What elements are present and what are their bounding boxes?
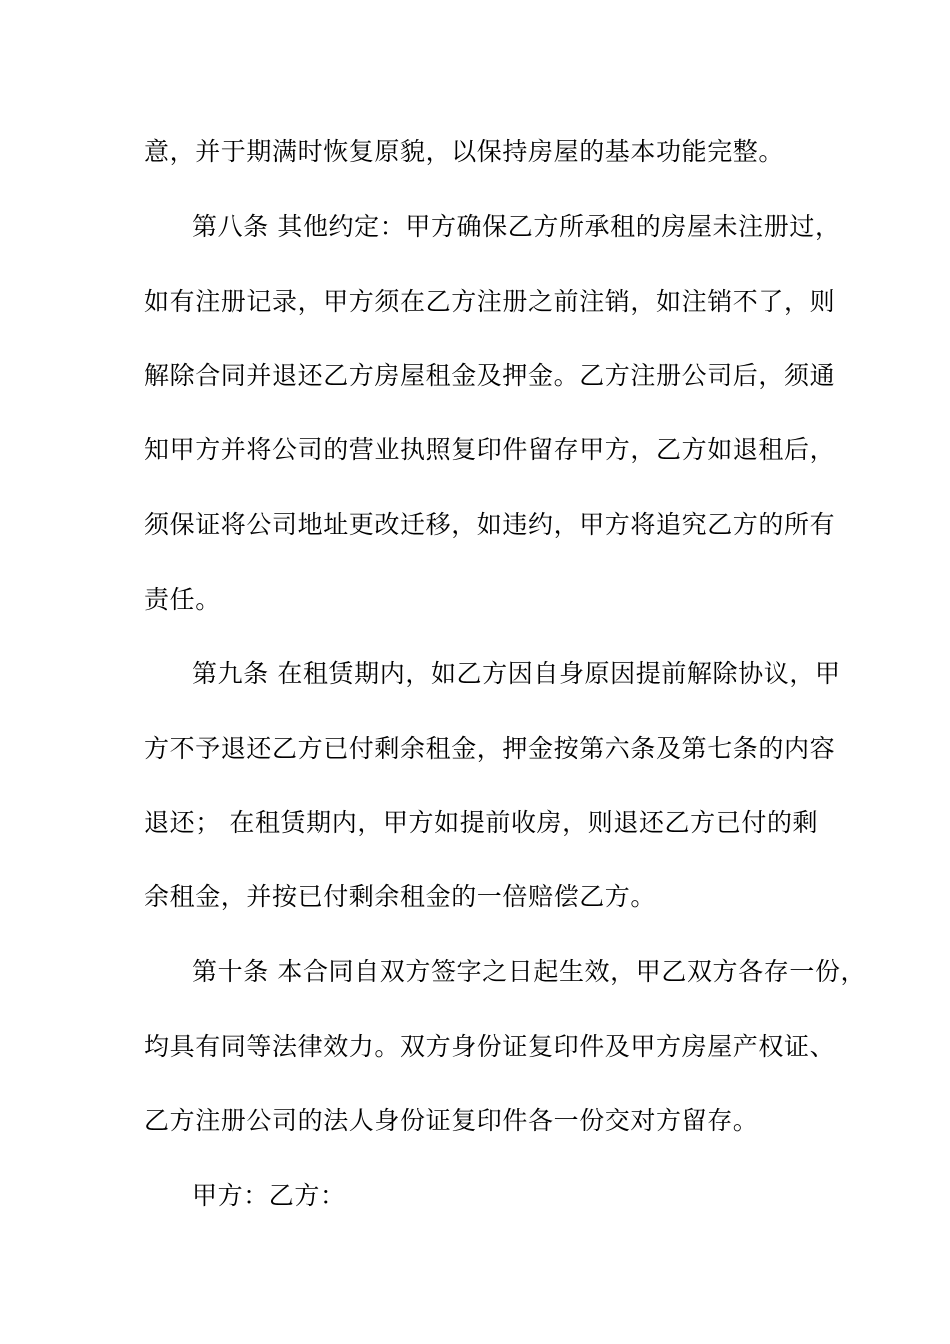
text-line: 意，并于期满时恢复原貌，以保持房屋的基本功能完整。: [144, 137, 785, 166]
text-line: 须保证将公司地址更改迁移，如违约，甲方将追究乙方的所有: [144, 510, 836, 539]
article-9-heading-line: 第九条 在租赁期内，如乙方因自身原因提前解除协议，甲: [192, 659, 841, 688]
article-8-heading-line: 第八条 其他约定：甲方确保乙方所承租的房屋未注册过，: [192, 212, 841, 241]
article-10-heading-line: 第十条 本合同自双方签字之日起生效，甲乙双方各存一份，: [192, 957, 867, 986]
text-line: 余租金，并按已付剩余租金的一倍赔偿乙方。: [144, 882, 657, 911]
text-line: 方不予退还乙方已付剩余租金，押金按第六条及第七条的内容: [144, 734, 836, 763]
text-line: 知甲方并将公司的营业执照复印件留存甲方，乙方如退租后，: [144, 435, 836, 464]
text-line: 如有注册记录，甲方须在乙方注册之前注销，如注销不了，则: [144, 287, 836, 316]
text-line: 乙方注册公司的法人身份证复印件各一份交对方留存。: [144, 1106, 759, 1135]
signature-parties-line: 甲方：乙方：: [192, 1181, 346, 1210]
text-line: 解除合同并退还乙方房屋租金及押金。乙方注册公司后，须通: [144, 361, 836, 390]
text-line: 均具有同等法律效力。双方身份证复印件及甲方房屋产权证、: [144, 1032, 836, 1061]
text-line: 责任。: [144, 585, 221, 614]
text-line: 退还； 在租赁期内，甲方如提前收房，则退还乙方已付的剩: [144, 808, 819, 837]
